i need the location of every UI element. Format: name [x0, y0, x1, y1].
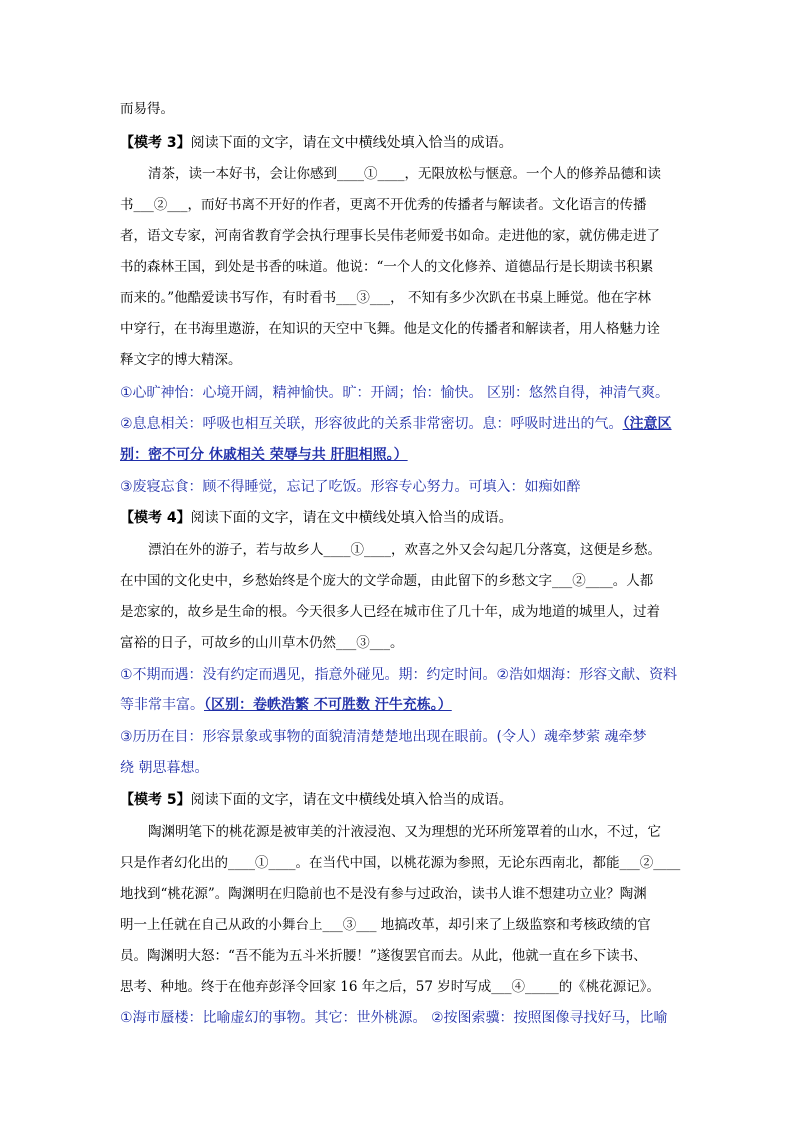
section-heading-mock-3 — [120, 133, 680, 153]
heading-instruction: 阅读下面的文字，请在文中横线处填入恰当的成语。 — [190, 135, 513, 151]
passage-line: 员。陶渊明大怒：“吾不能为五斗米折腰！”遂復罢官而去。从此，他就一直在乡下读书、 — [120, 948, 647, 964]
passage-line: 陶渊明笔下的桃花源是被审美的汁液浸泡、又为理想的光环所笼罩着的山水，不过，它 — [148, 824, 661, 840]
passage-line: 富裕的日子，可故乡的山川草木仍然___③___。 — [120, 635, 404, 651]
answer-line: ③废寝忘食：顾不得睡觉，忘记了吃饭。形容专心努力。可填入：如痴如醉 — [120, 479, 581, 495]
answer-line: ①海市蜃楼：比喻虚幻的事物。其它：世外桃源。 ②按图索骥：按照图像寻找好马，比喻 — [120, 1010, 668, 1026]
heading-label: 【模考 3】 — [120, 135, 191, 151]
passage-line: 在中国的文化史中，乡愁始终是个庞大的文学命题，由此留下的乡愁文字___②____。人都 — [120, 573, 654, 589]
passage-line: 清茶，读一本好书，会让你感到____①____，无限放松与惬意。一个人的修养品德和读 — [148, 166, 661, 182]
answer-line: ①不期而遇：没有约定而遇见，指意外碰见。期：约定时间。②浩如烟海：形容文献、资料 — [120, 667, 678, 683]
answer-note: 别：密不可分 休戚相关 荣辱与共 肝胆相照。） — [120, 447, 408, 463]
passage-line: 是恋家的，故乡是生命的根。今天很多人已经在城市住了几十年，成为地道的城里人，过着 — [120, 604, 660, 620]
passage-line: 只是作者幻化出的____①____。在当代中国，以桃花源为参照，无论东西南北，都能___②____ — [120, 855, 681, 871]
heading-instruction: 阅读下面的文字，请在文中横线处填入恰当的成语。 — [190, 510, 513, 526]
answer-line: ③历历在目：形容景象或事物的面貌清清楚楚地出现在眼前。(令人）魂牵梦萦 魂牵梦 — [120, 729, 647, 745]
passage-line: 地找到“桃花源”。陶渊明在归隐前也不是没有参与过政治，读书人谁不想建功立业？陶渊 — [120, 886, 647, 902]
answer-text: ②息息相关：呼吸也相互关联，形容彼此的关系非常密切。息：呼吸时进出的气。 — [120, 416, 623, 432]
passage-line: 中穿行，在书海里遨游，在知识的天空中飞舞。他是文化的传播者和解读者，用人格魅力诠 — [120, 321, 660, 337]
passage-line: 书___②___，而好书离不开好的作者，更离不开优秀的传播者与解读者。文化语言的传播 — [120, 197, 647, 213]
passage-line: 者，语文专家，河南省教育学会执行理事长吴伟老师爱书如命。走进他的家，就仿佛走进了 — [120, 228, 660, 244]
heading-label: 【模考 5】 — [120, 792, 191, 808]
text-line-continuation: 而易得。 — [120, 101, 174, 117]
answer-line — [120, 445, 680, 465]
section-heading-mock-4 — [120, 508, 680, 528]
passage-line: 思考、种地。终于在他弃彭泽令回家 16 年之后，57 岁时写成___④_____的《桃花源记》。 — [120, 979, 660, 995]
answer-line — [120, 414, 680, 434]
answer-text: 等非常丰富。 — [120, 697, 204, 713]
passage-line: 书的森林王国，到处是书香的味道。他说：“一个人的文化修养、道德品行是长期读书积累 — [120, 259, 654, 275]
heading-label: 【模考 4】 — [120, 510, 191, 526]
answer-line — [120, 695, 680, 715]
passage-line: 漂泊在外的游子，若与故乡人____①____，欢喜之外又会勾起几分落寞，这便是乡愁。 — [148, 542, 661, 558]
answer-note: （区别：卷帙浩繁 不可胜数 汗牛充栋。） — [204, 697, 452, 713]
passage-line: 释文字的博大精深。 — [120, 352, 242, 368]
passage-line: 而来的。”他酷爱读书写作，有时看书___③___， 不知有多少次趴在书桌上睡觉。他在字林 — [120, 290, 651, 306]
heading-instruction: 阅读下面的文字，请在文中横线处填入恰当的成语。 — [190, 792, 513, 808]
passage-line: 明一上任就在自己从政的小舞台上___③___ 地搞改革，却引来了上级监察和考核政绩的官 — [120, 917, 651, 933]
answer-line: ①心旷神怡：心境开阔，精神愉快。旷：开阔；怡：愉快。 区别：悠然自得，神清气爽。 — [120, 385, 669, 401]
section-heading-mock-5 — [120, 790, 680, 810]
answer-line: 绕 朝思暮想。 — [120, 760, 209, 776]
answer-note: （注意区 — [622, 416, 672, 432]
